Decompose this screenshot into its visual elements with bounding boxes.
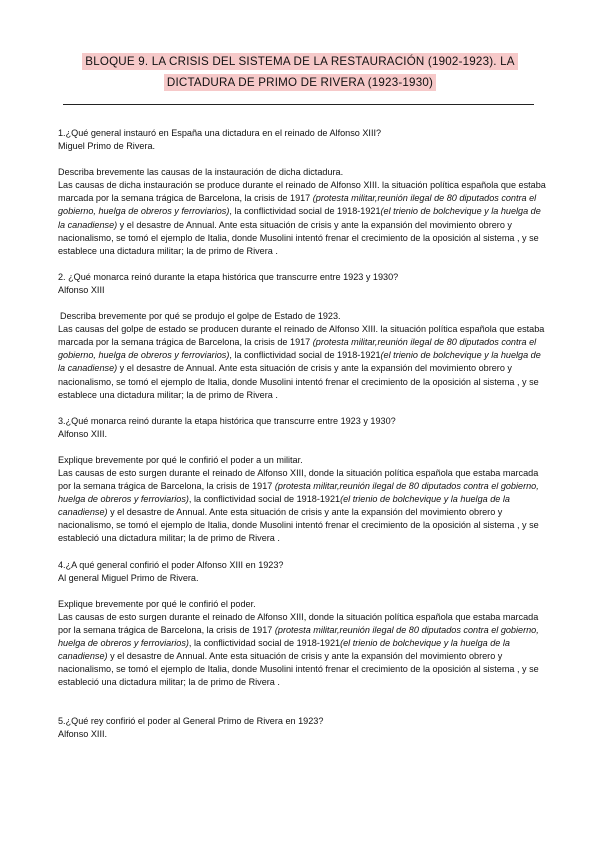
document-body	[58, 127, 548, 742]
prompt: Describa brevemente por qué se produjo el golpe de Estado de 1923.	[60, 311, 341, 322]
answer: Alfonso XIII.	[58, 729, 108, 740]
answer: Alfonso XIII.	[58, 428, 108, 439]
question: 5.¿Qué rey confirió el poder al General Primo de Rivera en 1923?	[58, 716, 324, 727]
title-line-1: BLOQUE 9. LA CRISIS DEL SISTEMA DE LA RESTAURACIÓN (1902-1923). LA	[82, 53, 517, 70]
explanation: Las causas de esto surgen durante el reinado de Alfonso XIII, donde la situación política española que estaba marcada por la semana trágica de Barcelona, la crisis de 1917 (protesta militar,reunión ilegal de 80 diputados contra el gobierno, huelga de obreros y ferroviarios), la conflictividad social de 1918-1921(el trienio de bolchevique y la huelga de la canadiense) y el desastre de Annual. Ante esta situación de crisis y ante la expansión del movimiento obrero y nacionalismo, se tomó el ejemplo de Italia, donde Musolini intentó frenar el crecimiento de la oposición al sistema , y se estableció una dictadura militar; la de primo de Rivera .	[58, 611, 539, 688]
document-title	[0, 52, 600, 94]
section-2	[58, 271, 548, 402]
title-line-2: DICTADURA DE PRIMO DE RIVERA (1923-1930)	[164, 74, 436, 91]
prompt: Describa brevemente las causas de la instauración de dicha dictadura.	[58, 167, 344, 178]
section-1	[58, 127, 548, 258]
explanation: Las causas del golpe de estado se producen durante el reinado de Alfonso XIII. la situación política española que estaba marcada por la semana trágica de Barcelona, la crisis de 1917 (protesta militar,reunión ilegal de 80 diputados contra el gobierno, huelga de obreros y ferroviarios), la conflictividad social de 1918-1921(el trienio de bolchevique y la huelga de la canadiense) y el desastre de Annual. Ante esta situación de crisis y ante la expansión del movimiento obrero y nacionalismo, se tomó el ejemplo de Italia, donde Musolini intentó frenar el crecimiento de la oposición al sistema , y se establece una dictadura militar; la de primo de Rivera .	[58, 324, 545, 400]
section-3	[58, 415, 548, 546]
question: 2. ¿Qué monarca reinó durante la etapa histórica que transcurre entre 1923 y 1930?	[58, 271, 399, 282]
question: 3.¿Qué monarca reinó durante la etapa histórica que transcurre entre 1923 y 1930?	[58, 415, 396, 426]
answer: Alfonso XIII	[58, 284, 105, 295]
section-5	[58, 715, 548, 741]
question: 1.¿Qué general instauró en España una dictadura en el reinado de Alfonso XIII?	[58, 128, 382, 138]
question: 4.¿A qué general confirió el poder Alfonso XIII en 1923?	[58, 559, 284, 570]
title-divider	[63, 104, 534, 105]
explanation: Las causas de dicha instauración se produce durante el reinado de Alfonso XIII. la situación política española que estaba marcada por la semana trágica de Barcelona, la crisis de 1917 (protesta militar,reunión ilegal de 80 diputados contra el gobierno, huelga de obreros y ferroviarios), la conflictividad social de 1918-1921(el trienio de bolchevique y la huelga de la canadiense) y el desastre de Annual. Ante esta situación de crisis y ante la expansión del movimiento obrero y nacionalismo, se tomó el ejemplo de Italia, donde Musolini intentó frenar el crecimiento de la oposición al sistema , y se establece una dictadura militar; la de primo de Rivera .	[58, 180, 546, 256]
answer: Al general Miguel Primo de Rivera.	[58, 572, 199, 583]
explanation: Las causas de esto surgen durante el reinado de Alfonso XIII, donde la situación política española que estaba marcada por la semana trágica de Barcelona, la crisis de 1917 (protesta militar,reunión ilegal de 80 diputados contra el gobierno, huelga de obreros y ferroviarios), la conflictividad social de 1918-1921(el trienio de bolchevique y la huelga de la canadiense) y el desastre de Annual. Ante esta situación de crisis y ante la expansión del movimiento obrero y nacionalismo, se tomó el ejemplo de Italia, donde Musolini intentó frenar el crecimiento de la oposición al sistema , y se estableció una dictadura militar; la de primo de Rivera .	[58, 467, 539, 544]
prompt: Explique brevemente por qué le confirió el poder.	[58, 598, 256, 609]
prompt: Explique brevemente por qué le confirió el poder a un militar.	[58, 454, 303, 465]
answer: Miguel Primo de Rivera.	[58, 141, 156, 152]
section-4	[58, 559, 548, 690]
